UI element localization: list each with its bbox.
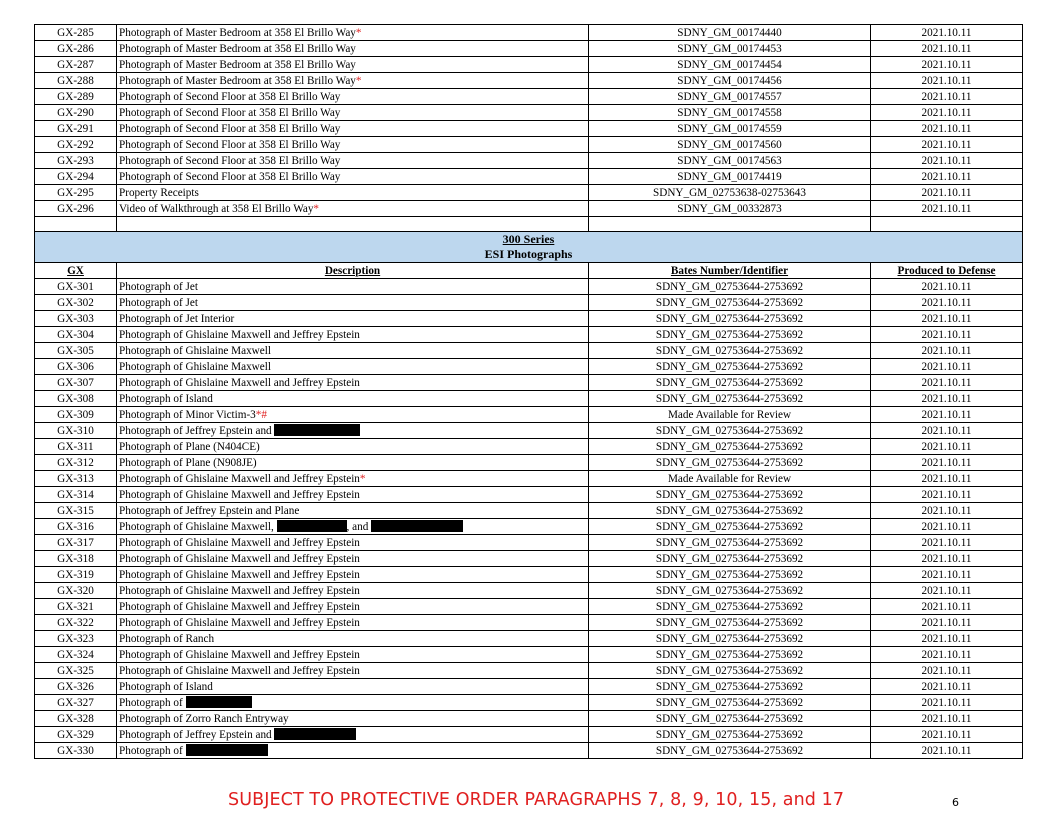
- table-row: [35, 535, 1023, 551]
- header-bates: Bates Number/Identifier: [589, 263, 871, 279]
- exhibit-description: [117, 599, 589, 615]
- exhibit-number: GX-328: [35, 711, 117, 727]
- bates-number: SDNY_GM_02753644-2753692: [589, 647, 871, 663]
- bates-number: SDNY_GM_02753644-2753692: [589, 727, 871, 743]
- produced-date: 2021.10.11: [871, 423, 1023, 439]
- description-text: Photograph of Jeffrey Epstein and: [119, 424, 272, 437]
- table-row: [35, 201, 1023, 217]
- bates-number: SDNY_GM_02753644-2753692: [589, 551, 871, 567]
- table-row: [35, 647, 1023, 663]
- bates-number: SDNY_GM_02753644-2753692: [589, 439, 871, 455]
- exhibit-description: [117, 185, 589, 201]
- bates-number: SDNY_GM_00174560: [589, 137, 871, 153]
- table-row: [35, 185, 1023, 201]
- produced-date: 2021.10.11: [871, 89, 1023, 105]
- produced-date: 2021.10.11: [871, 391, 1023, 407]
- exhibit-number: GX-296: [35, 201, 117, 217]
- exhibit-description: [117, 695, 589, 711]
- exhibit-description: [117, 137, 589, 153]
- exhibit-number: GX-312: [35, 455, 117, 471]
- bates-number: SDNY_GM_00174456: [589, 73, 871, 89]
- exhibit-description: [117, 423, 589, 439]
- bates-number: SDNY_GM_02753644-2753692: [589, 519, 871, 535]
- exhibit-number: GX-293: [35, 153, 117, 169]
- description-text: Photograph of Jet: [119, 280, 198, 293]
- description-text: Photograph of Ghislaine Maxwell and Jeffrey Epstein: [119, 664, 360, 677]
- produced-date: 2021.10.11: [871, 57, 1023, 73]
- exhibit-description: [117, 647, 589, 663]
- exhibit-number: GX-330: [35, 743, 117, 759]
- exhibit-description: [117, 375, 589, 391]
- exhibit-number: GX-316: [35, 519, 117, 535]
- table-row: [35, 327, 1023, 343]
- bates-number: SDNY_GM_02753644-2753692: [589, 743, 871, 759]
- table-row: [35, 631, 1023, 647]
- produced-date: 2021.10.11: [871, 711, 1023, 727]
- table-row: [35, 599, 1023, 615]
- exhibit-description: [117, 679, 589, 695]
- bates-number: SDNY_GM_00174557: [589, 89, 871, 105]
- table-row: [35, 743, 1023, 759]
- exhibit-description: [117, 169, 589, 185]
- exhibit-number: GX-285: [35, 25, 117, 41]
- redaction-bar: [277, 520, 347, 532]
- bates-number: SDNY_GM_02753644-2753692: [589, 343, 871, 359]
- table-row: [35, 439, 1023, 455]
- exhibit-number: GX-294: [35, 169, 117, 185]
- exhibit-number: GX-321: [35, 599, 117, 615]
- exhibit-marker: *: [359, 472, 366, 485]
- produced-date: 2021.10.11: [871, 169, 1023, 185]
- exhibit-number: GX-327: [35, 695, 117, 711]
- spacer-row: [35, 217, 1023, 232]
- description-text: Photograph of Ghislaine Maxwell and Jeffrey Epstein: [119, 488, 360, 501]
- page-number: 6: [952, 796, 959, 809]
- table-body-200-series: [35, 25, 1023, 217]
- bates-number: SDNY_GM_00174559: [589, 121, 871, 137]
- bates-number: SDNY_GM_02753644-2753692: [589, 279, 871, 295]
- exhibit-description: [117, 471, 589, 487]
- description-text: Photograph of Master Bedroom at 358 El Brillo Way: [119, 42, 356, 55]
- table-row: [35, 391, 1023, 407]
- table-row: [35, 359, 1023, 375]
- exhibit-description: [117, 73, 589, 89]
- exhibit-description: [117, 615, 589, 631]
- table-row: [35, 41, 1023, 57]
- exhibit-description: [117, 727, 589, 743]
- exhibit-description: [117, 711, 589, 727]
- series-title: 300 Series: [502, 232, 555, 246]
- bates-number: SDNY_GM_02753644-2753692: [589, 391, 871, 407]
- description-text: Photograph of Ghislaine Maxwell and Jeffrey Epstein: [119, 328, 360, 341]
- bates-number: SDNY_GM_02753644-2753692: [589, 679, 871, 695]
- exhibit-description: [117, 487, 589, 503]
- bates-number: SDNY_GM_02753644-2753692: [589, 535, 871, 551]
- produced-date: 2021.10.11: [871, 201, 1023, 217]
- exhibit-number: GX-291: [35, 121, 117, 137]
- bates-number: SDNY_GM_02753644-2753692: [589, 375, 871, 391]
- description-text: Photograph of Island: [119, 680, 213, 693]
- produced-date: 2021.10.11: [871, 551, 1023, 567]
- produced-date: 2021.10.11: [871, 407, 1023, 423]
- redaction-bar: [371, 520, 463, 532]
- exhibit-number: GX-287: [35, 57, 117, 73]
- description-text: Photograph of Master Bedroom at 358 El Brillo Way: [119, 26, 356, 39]
- bates-number: SDNY_GM_02753644-2753692: [589, 311, 871, 327]
- exhibit-number: GX-289: [35, 89, 117, 105]
- table-row: [35, 583, 1023, 599]
- table-row: [35, 73, 1023, 89]
- description-text: Photograph of Plane (N908JE): [119, 456, 257, 469]
- table-row: [35, 169, 1023, 185]
- exhibit-number: GX-303: [35, 311, 117, 327]
- exhibit-description: [117, 89, 589, 105]
- produced-date: 2021.10.11: [871, 153, 1023, 169]
- bates-number: SDNY_GM_00174453: [589, 41, 871, 57]
- series-banner-row: [35, 232, 1023, 263]
- bates-number: SDNY_GM_02753644-2753692: [589, 599, 871, 615]
- produced-date: 2021.10.11: [871, 615, 1023, 631]
- produced-date: 2021.10.11: [871, 487, 1023, 503]
- produced-date: 2021.10.11: [871, 41, 1023, 57]
- produced-date: 2021.10.11: [871, 327, 1023, 343]
- header-description: Description: [117, 263, 589, 279]
- exhibit-marker: *: [355, 26, 362, 39]
- description-text: Photograph of Ranch: [119, 632, 215, 645]
- redaction-bar: [186, 744, 268, 756]
- bates-number: Made Available for Review: [589, 407, 871, 423]
- bates-number: SDNY_GM_00174454: [589, 57, 871, 73]
- table-row: [35, 311, 1023, 327]
- produced-date: 2021.10.11: [871, 663, 1023, 679]
- description-text: Photograph of Ghislaine Maxwell and Jeffrey Epstein: [119, 376, 360, 389]
- table-row: [35, 375, 1023, 391]
- bates-number: SDNY_GM_02753644-2753692: [589, 631, 871, 647]
- bates-number: Made Available for Review: [589, 471, 871, 487]
- exhibit-number: GX-305: [35, 343, 117, 359]
- exhibit-description: [117, 359, 589, 375]
- description-text: Property Receipts: [119, 186, 199, 199]
- table-row: [35, 471, 1023, 487]
- bates-number: SDNY_GM_02753644-2753692: [589, 663, 871, 679]
- exhibit-description: [117, 407, 589, 423]
- produced-date: 2021.10.11: [871, 295, 1023, 311]
- description-text: Photograph of Ghislaine Maxwell and Jeffrey Epstein: [119, 568, 360, 581]
- description-text: Photograph of Ghislaine Maxwell: [119, 344, 271, 357]
- exhibit-number: GX-315: [35, 503, 117, 519]
- produced-date: 2021.10.11: [871, 279, 1023, 295]
- exhibit-number: GX-311: [35, 439, 117, 455]
- description-text: Photograph of Ghislaine Maxwell and Jeffrey Epstein: [119, 648, 360, 661]
- exhibit-number: GX-310: [35, 423, 117, 439]
- exhibit-marker: *#: [255, 408, 267, 421]
- produced-date: 2021.10.11: [871, 743, 1023, 759]
- produced-date: 2021.10.11: [871, 583, 1023, 599]
- exhibit-number: GX-290: [35, 105, 117, 121]
- exhibit-number: GX-306: [35, 359, 117, 375]
- description-text: Photograph of Second Floor at 358 El Brillo Way: [119, 106, 341, 119]
- table-row: [35, 727, 1023, 743]
- series-banner: [35, 232, 1023, 263]
- exhibit-description: [117, 121, 589, 137]
- description-text: Photograph of Second Floor at 358 El Brillo Way: [119, 170, 341, 183]
- table-row: [35, 407, 1023, 423]
- bates-number: SDNY_GM_02753644-2753692: [589, 295, 871, 311]
- description-text: Photograph of Ghislaine Maxwell and Jeffrey Epstein: [119, 600, 360, 613]
- bates-number: SDNY_GM_02753644-2753692: [589, 455, 871, 471]
- table-row: [35, 89, 1023, 105]
- exhibit-number: GX-326: [35, 679, 117, 695]
- bates-number: SDNY_GM_00174440: [589, 25, 871, 41]
- produced-date: 2021.10.11: [871, 439, 1023, 455]
- table-spacer-body: [35, 217, 1023, 279]
- table-row: [35, 343, 1023, 359]
- exhibit-number: GX-309: [35, 407, 117, 423]
- produced-date: 2021.10.11: [871, 503, 1023, 519]
- exhibit-description: [117, 519, 589, 535]
- redaction-bar: [186, 696, 252, 708]
- table-row: [35, 679, 1023, 695]
- header-gx: GX: [35, 263, 117, 279]
- description-text: Photograph of Ghislaine Maxwell: [119, 360, 271, 373]
- exhibit-description: [117, 439, 589, 455]
- exhibit-number: GX-322: [35, 615, 117, 631]
- exhibit-number: GX-314: [35, 487, 117, 503]
- description-text: Photograph of Minor Victim-3: [119, 408, 256, 421]
- exhibit-description: [117, 663, 589, 679]
- exhibit-number: GX-323: [35, 631, 117, 647]
- exhibit-description: [117, 631, 589, 647]
- description-text: Photograph of Ghislaine Maxwell and Jeffrey Epstein: [119, 552, 360, 565]
- bates-number: SDNY_GM_02753644-2753692: [589, 503, 871, 519]
- exhibit-number: GX-318: [35, 551, 117, 567]
- exhibit-description: [117, 583, 589, 599]
- table-row: [35, 455, 1023, 471]
- description-text: Photograph of Second Floor at 358 El Brillo Way: [119, 90, 341, 103]
- bates-number: SDNY_GM_02753644-2753692: [589, 423, 871, 439]
- produced-date: 2021.10.11: [871, 343, 1023, 359]
- exhibit-number: GX-288: [35, 73, 117, 89]
- exhibit-description: [117, 311, 589, 327]
- exhibit-marker: *: [355, 74, 362, 87]
- table-body-300-series: [35, 279, 1023, 759]
- exhibit-number: GX-295: [35, 185, 117, 201]
- bates-number: SDNY_GM_02753644-2753692: [589, 327, 871, 343]
- description-text: Photograph of Jeffrey Epstein and: [119, 728, 272, 741]
- produced-date: 2021.10.11: [871, 695, 1023, 711]
- series-subtitle: ESI Photographs: [484, 247, 573, 261]
- description-text: Photograph of Master Bedroom at 358 El Brillo Way: [119, 58, 356, 71]
- exhibit-description: [117, 455, 589, 471]
- bates-number: SDNY_GM_02753644-2753692: [589, 487, 871, 503]
- produced-date: 2021.10.11: [871, 121, 1023, 137]
- table-row: [35, 295, 1023, 311]
- produced-date: 2021.10.11: [871, 375, 1023, 391]
- bates-number: SDNY_GM_02753644-2753692: [589, 567, 871, 583]
- produced-date: 2021.10.11: [871, 105, 1023, 121]
- description-text: Photograph of Master Bedroom at 358 El Brillo Way: [119, 74, 356, 87]
- description-text: Photograph of: [119, 744, 183, 757]
- description-text: Photograph of Island: [119, 392, 213, 405]
- description-text: Photograph of Ghislaine Maxwell and Jeffrey Epstein: [119, 584, 360, 597]
- description-text: Photograph of Zorro Ranch Entryway: [119, 712, 289, 725]
- description-text: Photograph of Ghislaine Maxwell and Jeffrey Epstein: [119, 616, 360, 629]
- description-text: Photograph of Ghislaine Maxwell,: [119, 520, 274, 533]
- produced-date: 2021.10.11: [871, 471, 1023, 487]
- exhibit-number: GX-292: [35, 137, 117, 153]
- description-text: Photograph of Ghislaine Maxwell and Jeffrey Epstein: [119, 472, 360, 485]
- exhibit-number: GX-313: [35, 471, 117, 487]
- table-row: [35, 279, 1023, 295]
- produced-date: 2021.10.11: [871, 631, 1023, 647]
- produced-date: 2021.10.11: [871, 679, 1023, 695]
- description-text: Photograph of Ghislaine Maxwell and Jeffrey Epstein: [119, 536, 360, 549]
- produced-date: 2021.10.11: [871, 535, 1023, 551]
- bates-number: SDNY_GM_02753644-2753692: [589, 711, 871, 727]
- exhibit-table: [34, 24, 1023, 759]
- description-text: Photograph of Second Floor at 358 El Brillo Way: [119, 122, 341, 135]
- exhibit-number: GX-325: [35, 663, 117, 679]
- bates-number: SDNY_GM_02753644-2753692: [589, 583, 871, 599]
- produced-date: 2021.10.11: [871, 599, 1023, 615]
- table-row: [35, 487, 1023, 503]
- exhibit-description: [117, 391, 589, 407]
- description-text: Photograph of Jet: [119, 296, 198, 309]
- bates-number: SDNY_GM_00332873: [589, 201, 871, 217]
- table-row: [35, 423, 1023, 439]
- table-row: [35, 105, 1023, 121]
- exhibit-number: GX-308: [35, 391, 117, 407]
- exhibit-number: GX-307: [35, 375, 117, 391]
- bates-number: SDNY_GM_02753644-2753692: [589, 695, 871, 711]
- exhibit-description: [117, 551, 589, 567]
- exhibit-number: GX-329: [35, 727, 117, 743]
- table-row: [35, 615, 1023, 631]
- exhibit-number: GX-320: [35, 583, 117, 599]
- table-row: [35, 503, 1023, 519]
- bates-number: SDNY_GM_00174419: [589, 169, 871, 185]
- table-row: [35, 663, 1023, 679]
- produced-date: 2021.10.11: [871, 727, 1023, 743]
- header-produced: Produced to Defense: [871, 263, 1023, 279]
- table-row: [35, 567, 1023, 583]
- bates-number: SDNY_GM_00174563: [589, 153, 871, 169]
- table-row: [35, 711, 1023, 727]
- exhibit-description: [117, 535, 589, 551]
- description-text: Video of Walkthrough at 358 El Brillo Way: [119, 202, 314, 215]
- exhibit-number: GX-302: [35, 295, 117, 311]
- exhibit-number: GX-324: [35, 647, 117, 663]
- table-row: [35, 551, 1023, 567]
- exhibit-number: GX-301: [35, 279, 117, 295]
- protective-order-notice: SUBJECT TO PROTECTIVE ORDER PARAGRAPHS 7, 8, 9, 10, 15, and 17: [228, 790, 845, 810]
- exhibit-number: GX-317: [35, 535, 117, 551]
- table-row: [35, 153, 1023, 169]
- redaction-bar: [274, 424, 360, 436]
- redaction-bar: [274, 728, 356, 740]
- produced-date: 2021.10.11: [871, 455, 1023, 471]
- exhibit-description: [117, 503, 589, 519]
- column-header-row: [35, 263, 1023, 279]
- exhibit-number: GX-286: [35, 41, 117, 57]
- produced-date: 2021.10.11: [871, 185, 1023, 201]
- exhibit-marker: *: [313, 202, 320, 215]
- exhibit-description: [117, 279, 589, 295]
- exhibit-description: [117, 105, 589, 121]
- description-text: Photograph of Jeffrey Epstein and Plane: [119, 504, 300, 517]
- exhibit-description: [117, 343, 589, 359]
- table-row: [35, 57, 1023, 73]
- produced-date: 2021.10.11: [871, 519, 1023, 535]
- produced-date: 2021.10.11: [871, 137, 1023, 153]
- exhibit-description: [117, 153, 589, 169]
- produced-date: 2021.10.11: [871, 647, 1023, 663]
- exhibit-number: GX-319: [35, 567, 117, 583]
- table-row: [35, 695, 1023, 711]
- produced-date: 2021.10.11: [871, 311, 1023, 327]
- table-row: [35, 121, 1023, 137]
- table-row: [35, 137, 1023, 153]
- exhibit-description: [117, 743, 589, 759]
- exhibit-description: [117, 295, 589, 311]
- bates-number: SDNY_GM_00174558: [589, 105, 871, 121]
- exhibit-number: GX-304: [35, 327, 117, 343]
- description-text: Photograph of Plane (N404CE): [119, 440, 260, 453]
- description-text: Photograph of Second Floor at 358 El Brillo Way: [119, 154, 341, 167]
- description-text: Photograph of Second Floor at 358 El Brillo Way: [119, 138, 341, 151]
- table-row: [35, 25, 1023, 41]
- exhibit-description: [117, 41, 589, 57]
- exhibit-description: [117, 327, 589, 343]
- exhibit-description: [117, 201, 589, 217]
- exhibit-description: [117, 25, 589, 41]
- produced-date: 2021.10.11: [871, 25, 1023, 41]
- exhibit-description: [117, 567, 589, 583]
- exhibit-description: [117, 57, 589, 73]
- produced-date: 2021.10.11: [871, 73, 1023, 89]
- description-text-mid: , and: [346, 520, 369, 533]
- bates-number: SDNY_GM_02753638-02753643: [589, 185, 871, 201]
- produced-date: 2021.10.11: [871, 359, 1023, 375]
- description-text: Photograph of Jet Interior: [119, 312, 235, 325]
- description-text: Photograph of: [119, 696, 183, 709]
- table-row: [35, 519, 1023, 535]
- bates-number: SDNY_GM_02753644-2753692: [589, 359, 871, 375]
- bates-number: SDNY_GM_02753644-2753692: [589, 615, 871, 631]
- produced-date: 2021.10.11: [871, 567, 1023, 583]
